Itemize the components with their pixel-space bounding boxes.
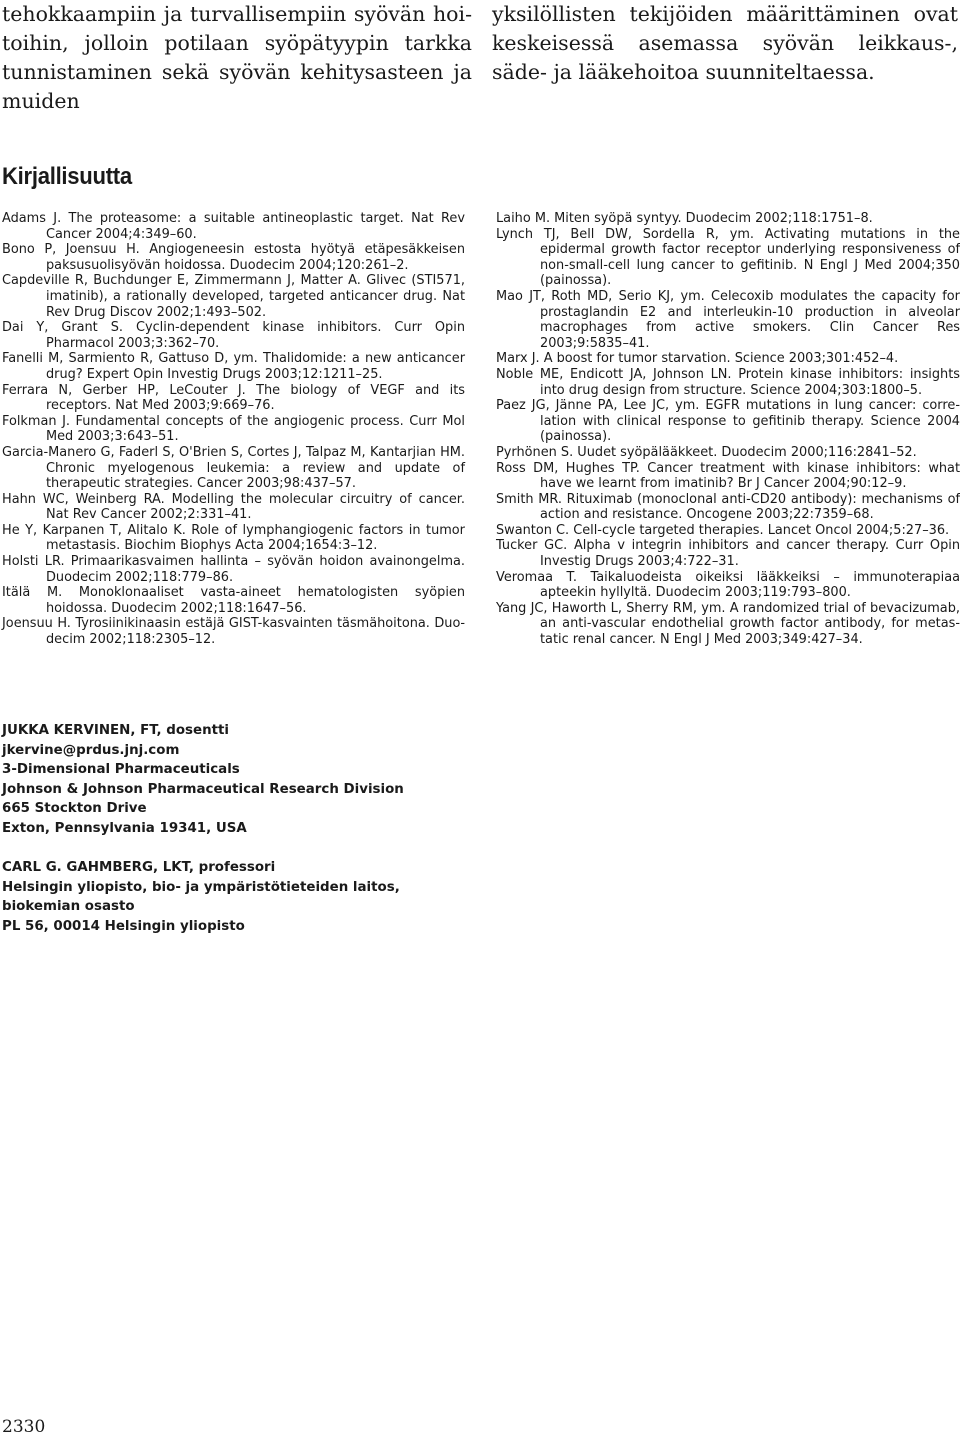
author-street-address: 665 Stockton Drive [2, 801, 147, 817]
reference-item: Dai Y, Grant S. Cyclin-dependent kinase inhibitors. Curr Opin Pharmacol 2003;3:362–70. [2, 320, 465, 351]
reference-item: Tucker GC. Alpha v integrin inhibitors and cancer therapy. Curr Opin Investig Drugs 2003;4:722–31. [496, 538, 960, 570]
author-division: biokemian osasto [2, 899, 135, 915]
reference-item: Joensuu H. Tyrosiinikinaasin estäjä GIST-kasvainten täsmähoitona. Duodecim 2002;118:2305–12. [2, 616, 465, 648]
reference-item: Ross DM, Hughes TP. Cancer treatment with kinase inhibitors: what have we learnt from imatinib? Br J Cancer 2004;90:12–9. [496, 460, 960, 492]
body-text-right-column [492, 0, 958, 87]
author-block [2, 721, 404, 839]
reference-list-left [2, 211, 465, 648]
author-email: jkervine@prdus.jnj.com [2, 742, 180, 758]
reference-item: Capdeville R, Buchdunger E, Zimmermann J, Matter A. Glivec (STI571, imatinib), a rationally developed, targeted anticancer drug. Nat Rev Drug Discov 2002;1:493–502. [2, 273, 465, 320]
reference-item: Lynch TJ, Bell DW, Sordella R, ym. Activating mutations in the epidermal growth factor receptor underlying responsiveness of non-small-cell lung cancer to gefitinib. N Engl J Med 2004;350 (painossa). [496, 226, 960, 289]
reference-item: He Y, Karpanen T, Alitalo K. Role of lymphangiogenic factors in tumor metastasis. Biochim Biophys Acta 2004;1654:3–12. [2, 522, 465, 554]
reference-item: Paez JG, Jänne PA, Lee JC, ym. EGFR mutations in lung cancer: correlation with clinical response to gefitinib therapy. Science 2004 (painossa). [496, 398, 960, 445]
reference-item: Adams J. The proteasome: a suitable antineoplastic target. Nat Rev Cancer 2004;4:349–60. [2, 211, 465, 242]
author-organization: 3-Dimensional Pharmaceuticals [2, 762, 240, 778]
author-name: CARL G. GAHMBERG, LKT, professori [2, 860, 276, 876]
reference-item: Bono P, Joensuu H. Angiogeneesin estosta hyötyä etäpesäkkeisen paksusuolisyövän hoidossa. Duodecim 2004;120:261–2. [2, 242, 465, 273]
reference-item: Fanelli M, Sarmiento R, Gattuso D, ym. Thalidomide: a new anticancer drug? Expert Opin Investig Drugs 2003;12:1211–25. [2, 351, 465, 382]
reference-item: Holsti LR. Primaarikasvaimen hallinta – syövän hoidon avainongelma. Duodecim 2002;118:779–86. [2, 554, 465, 585]
reference-item: Garcia-Manero G, Faderl S, O'Brien S, Cortes J, Talpaz M, Kantarjian HM. Chronic myelogenous leukemia: a review and update of therapeutic strategies. Cancer 2003;98:437–57. [2, 444, 465, 492]
body-paragraph: tehokkaampiin ja turvallisempiin syövän hoitoihin, jolloin potilaan syöpätyypin tarkka tunnistaminen sekä syövän kehitysasteen ja muiden [2, 2, 472, 113]
reference-item: Folkman J. Fundamental concepts of the angiogenic process. Curr Mol Med 2003;3:643–51. [2, 413, 465, 445]
reference-item: Pyrhönen S. Uudet syöpälääkkeet. Duodecim 2000;116:2841–52. [496, 444, 917, 460]
author-affiliations [2, 721, 404, 956]
author-organization: Helsingin yliopisto, bio- ja ympäristötieteiden laitos, [2, 879, 400, 895]
author-city: Exton, Pennsylvania 19341, USA [2, 820, 247, 836]
reference-item: Laiho M. Miten syöpä syntyy. Duodecim 2002;118:1751–8. [496, 211, 873, 226]
reference-item: Swanton C. Cell-cycle targeted therapies. Lancet Oncol 2004;5:27–36. [496, 522, 950, 538]
reference-item: Mao JT, Roth MD, Serio KJ, ym. Celecoxib modulates the capacity for prostaglandin E2 and interleukin-10 production in alveolar macrophages from active smokers. Clin Cancer Res 2003;9:5835–41. [496, 288, 960, 351]
reference-item: Itälä M. Monoklonaaliset vasta-aineet hematologisten syöpien hoidossa. Duodecim 2002;118:1647–56. [2, 585, 465, 616]
author-block [2, 858, 404, 936]
reference-item: Veromaa T. Taikaluodeista oikeiksi lääkkeiksi – immunoterapiaa apteekin hyllyltä. Duodecim 2003;119:793–800. [496, 569, 960, 601]
reference-item: Smith MR. Rituximab (monoclonal anti-CD20 antibody): mechanisms of action and resistance. Oncogene 2003;22:7359–68. [496, 491, 960, 523]
page-number: 2330 [2, 1417, 46, 1437]
reference-item: Hahn WC, Weinberg RA. Modelling the molecular circuitry of cancer. Nat Rev Cancer 2002;2:331–41. [2, 491, 465, 523]
reference-item: Ferrara N, Gerber HP, LeCouter J. The biology of VEGF and its receptors. Nat Med 2003;9:669–76. [2, 382, 465, 414]
author-division: Johnson & Johnson Pharmaceutical Research Division [2, 781, 404, 797]
author-name: JUKKA KERVINEN, FT, dosentti [2, 723, 230, 738]
reference-list-right [496, 211, 960, 648]
reference-item: Noble ME, Endicott JA, Johnson LN. Protein kinase inhibitors: insights into drug design from structure. Science 2004;303:1800–5. [496, 366, 960, 398]
references-heading: Kirjallisuutta [2, 163, 132, 190]
body-text-left-column [2, 0, 472, 116]
reference-item: Marx J. A boost for tumor starvation. Science 2003;301:452–4. [496, 351, 899, 367]
reference-item: Yang JC, Haworth L, Sherry RM, ym. A randomized trial of bevacizumab, an anti-vascular endothelial growth factor antibody, for metastatic renal cancer. N Engl J Med 2003;349:427–34. [496, 600, 960, 648]
body-paragraph: yksilöllisten tekijöiden määrittäminen ovat keskeisessä asemassa syövän leikkaus-, säde- ja lääkehoitoa suunniteltaessa. [492, 2, 958, 84]
author-street-address: PL 56, 00014 Helsingin yliopisto [2, 918, 245, 934]
